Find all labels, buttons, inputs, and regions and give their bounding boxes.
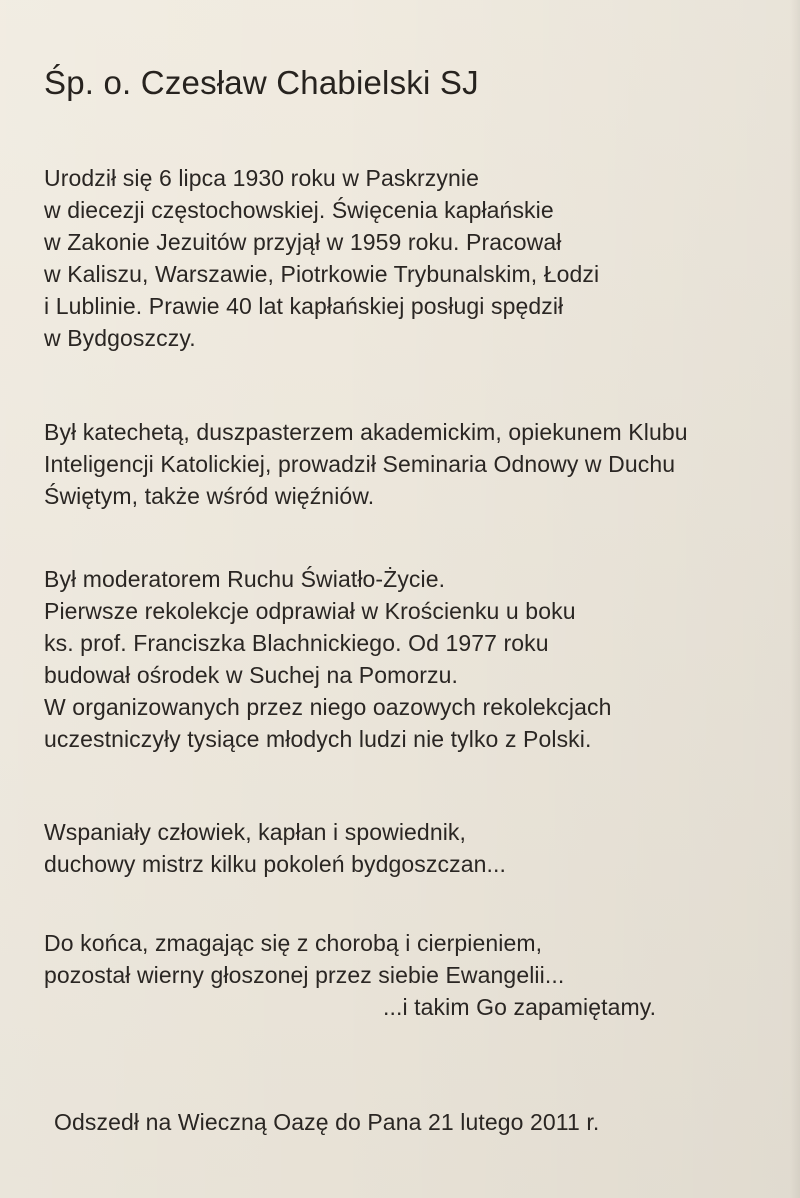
paragraph-line: Wspaniały człowiek, kapłan i spowiednik, [44,819,467,845]
page-title: Śp. o. Czesław Chabielski SJ [44,64,479,102]
paragraph-line: duchowy mistrz kilku pokoleń bydgoszczan... [44,851,506,877]
paragraph-line: Świętym, także wśród więźniów. [44,483,375,509]
paragraph-line: Inteligencji Katolickiej, prowadził Seminaria Odnowy w Duchu [44,451,676,477]
paragraph-closing [44,927,756,1023]
scan-edge [790,0,800,1198]
paragraph-line: W organizowanych przez niego oazowych rekolekcjach [44,694,612,720]
paragraph-line: w diecezji częstochowskiej. Święcenia kapłańskie [44,197,554,223]
paragraph-line: w Zakonie Jezuitów przyjął w 1959 roku. Pracował [44,229,562,255]
paragraph-line: ks. prof. Franciszka Blachnickiego. Od 1977 roku [44,630,549,656]
closing-line: ...i takim Go zapamiętamy. [383,994,657,1020]
paragraph-line: Pierwsze rekolekcje odprawiał w Krościenku u boku [44,598,576,624]
paragraph-line: budował ośrodek w Suchej na Pomorzu. [44,662,458,688]
paragraph-line: w Bydgoszczy. [44,325,196,351]
paragraph-line: Był katechetą, duszpasterzem akademickim, opiekunem Klubu [44,419,688,445]
paragraph-tribute [44,816,756,880]
paragraph-ministry [44,416,756,512]
paragraph-line: pozostał wierny głoszonej przez siebie Ewangelii... [44,962,565,988]
paragraph-movement [44,563,756,755]
paragraph-line: i Lublinie. Prawie 40 lat kapłańskiej posługi spędził [44,293,564,319]
paragraph-line: Był moderatorem Ruchu Światło-Życie. [44,566,446,592]
paragraph-line: Urodził się 6 lipca 1930 roku w Paskrzynie [44,165,480,191]
paragraph-line: w Kaliszu, Warszawie, Piotrkowie Trybunalskim, Łodzi [44,261,600,287]
paragraph-line: uczestniczyły tysiące młodych ludzi nie tylko z Polski. [44,726,592,752]
death-notice: Odszedł na Wieczną Oazę do Pana 21 lutego 2011 r. [54,1109,600,1135]
paragraph-line: Do końca, zmagając się z chorobą i cierpieniem, [44,930,543,956]
paragraph-biography [44,162,756,354]
